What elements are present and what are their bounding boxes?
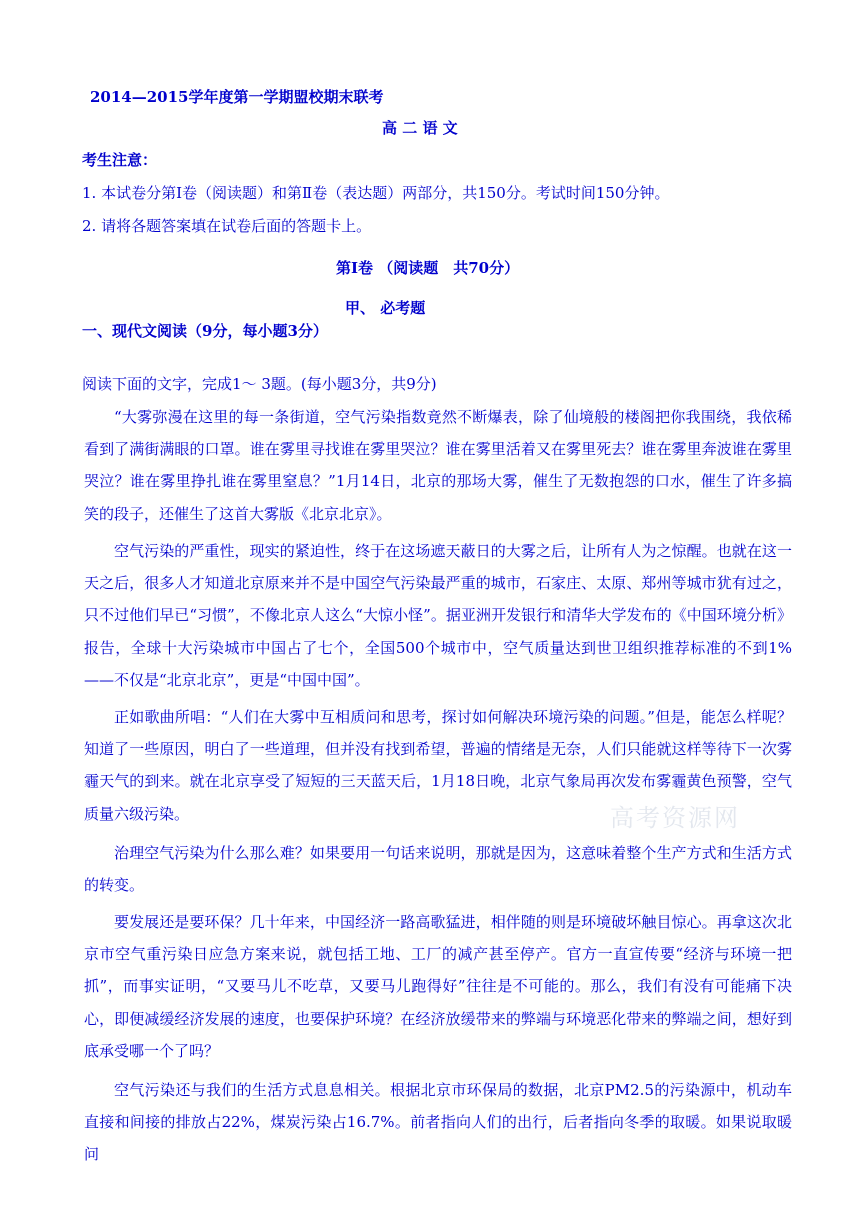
paragraph-4: 治理空气污染为什么那么难？如果要用一句话来说明，那就是因为，这意味着整个生产方式和生活方式的转变。	[84, 844, 792, 895]
watermark: 高考资源网	[610, 804, 740, 832]
paragraph-5: 要发展还是要环保？几十年来，中国经济一路高歌猛进，相伴随的则是环境破坏触目惊心。再拿这次北京市空气重污染日应急方案来说，就包括工地、工厂的减产甚至停产。官方一直宣传要“经济与环境一把抓”，而事实证明，“又要马儿不吃草，又要马儿跑得好”往往是不可能的。那么，我们有没有可能痛下决心，即便减缓经济发展的速度，也要保护环境？在经济放缓带来的弊端与环境恶化带来的弊端之间，想好到底承受哪一个了吗？	[84, 913, 792, 1060]
paragraph-3: 正如歌曲所唱：“人们在大雾中互相质问和思考，探讨如何解决环境污染的问题。”但是，能怎么样呢？知道了一些原因，明白了一些道理，但并没有找到希望，普遍的情绪是无奈，人们只能就这样等待下一次雾霾天气的到来。就在北京享受了短短的三天蓝天后，1月18日晚，北京气象局再次发布雾霾黄色预警，空气质量六级污染。	[84, 708, 792, 823]
paragraph-6: 空气污染还与我们的生活方式息息相关。根据北京市环保局的数据，北京PM2.5的污染源中，机动车直接和间接的排放占22%，煤炭污染占16.7%。前者指向人们的出行，后者指向冬季的取暖。如果说取暖问	[84, 1081, 792, 1164]
exam-title: 2014—2015学年度第一学期盟校期末联考	[90, 88, 384, 106]
notice-item-2: 2. 请将各题答案填在试卷后面的答题卡上。	[82, 217, 372, 235]
subject-title: 高 二 语 文	[382, 119, 458, 137]
reading-instruction: 阅读下面的文字，完成1～ 3题。(每小题3分，共9分)	[82, 375, 437, 393]
paragraph-2: 空气污染的严重性，现实的紧迫性，终于在这场遮天蔽日的大雾之后，让所有人为之惊醒。也就在这一天之后，很多人才知道北京原来并不是中国空气污染最严重的城市，石家庄、太原、郑州等城市犹有过之，只不过他们早已“习惯”，不像北京人这么“大惊小怪”。据亚洲开发银行和清华大学发布的《中国环境分析》报告，全球十大污染城市中国占了七个，全国500个城市中，空气质量达到世卫组织推荐标准的不到1%——不仅是“北京北京”，更是“中国中国”。	[84, 542, 792, 689]
part-title: 甲、 必考题	[345, 299, 426, 317]
paragraph-1: “大雾弥漫在这里的每一条街道，空气污染指数竟然不断爆表，除了仙境般的楼阁把你我围绕，我依稀看到了满街满眼的口罩。谁在雾里寻找谁在雾里哭泣？谁在雾里活着又在雾里死去？谁在雾里奔波谁在雾里哭泣？谁在雾里挣扎谁在雾里窒息？”1月14日，北京的那场大雾，催生了无数抱怨的口水，催生了许多搞笑的段子，还催生了这首大雾版《北京北京》。	[84, 408, 792, 523]
notice-heading: 考生注意：	[82, 151, 158, 169]
volume-title: 第Ⅰ卷 （阅读题 共70分）	[336, 259, 520, 277]
section-heading: 一、现代文阅读（9分，每小题3分）	[82, 322, 328, 340]
notice-item-1: 1. 本试卷分第Ⅰ卷（阅读题）和第Ⅱ卷（表达题）两部分，共150分。考试时间150分钟。	[82, 184, 670, 202]
